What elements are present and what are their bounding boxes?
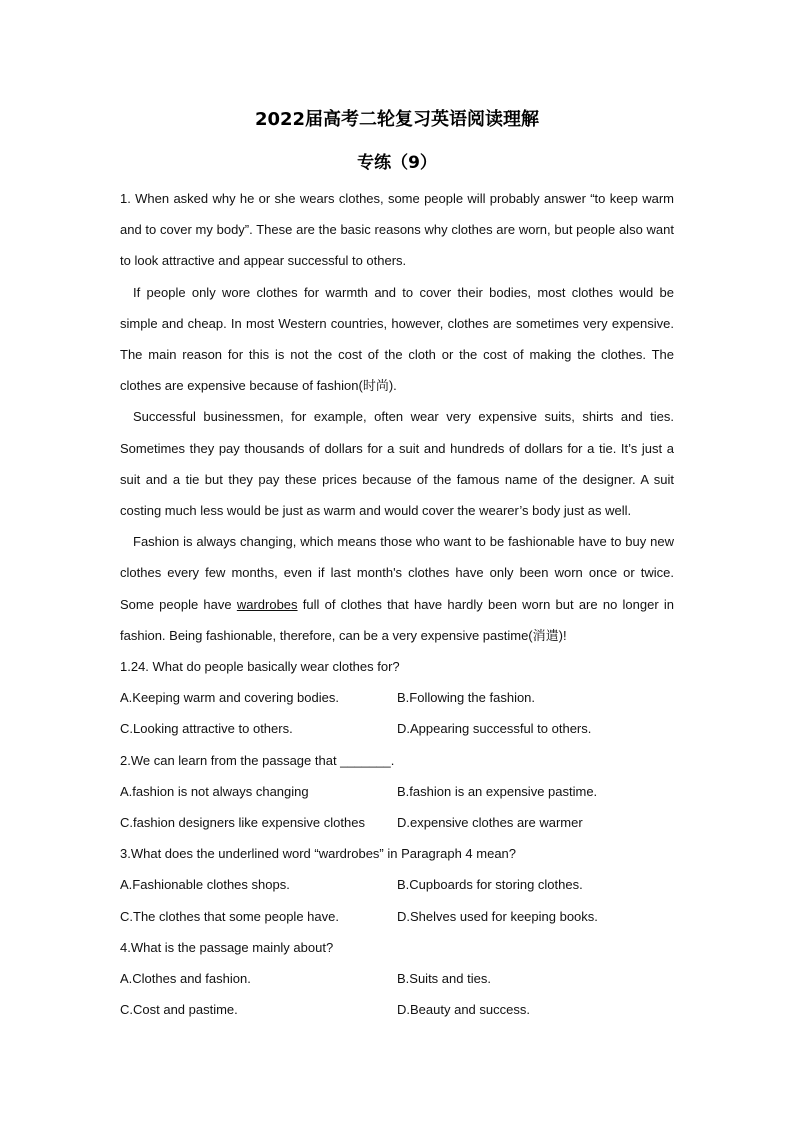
question-4 (120, 932, 674, 1026)
option-b: B.Cupboards for storing clothes. (397, 877, 583, 893)
option-c: C.Cost and pastime. (120, 1002, 238, 1018)
option-b: B.fashion is an expensive pastime. (397, 783, 598, 799)
option-d: D.Beauty and success. (397, 1002, 530, 1018)
option-d: D.expensive clothes are warmer (397, 815, 583, 831)
option-row (120, 869, 674, 900)
option-b: B.Following the fashion. (397, 690, 536, 706)
option-row (120, 682, 674, 713)
paragraph-4-start: Fashion is always changing, which means those who want to be fashionable have to buy new clothes every few months, even if last month's clothes have only been worn once or twice. Some people have (120, 534, 674, 612)
paragraph-3: Successful businessmen, for example, often wear very expensive suits, shirts and ties. Sometimes they pay thousands of dollars for a suit and hundreds of dollars for a tie. It’s just a suit and a tie but they pay these prices because of the famous name of the designer. A suit costing much less would be just as warm and would cover the wearer’s body just as well. (120, 409, 674, 519)
question-stem: 1.24. What do people basically wear clothes for? (120, 659, 400, 675)
underlined-word: wardrobes (236, 596, 298, 612)
option-row (120, 994, 674, 1025)
option-row (120, 963, 674, 994)
paragraph-1: 1. When asked why he or she wears clothes, some people will probably answer “to keep warm and to cover my body”. These are the basic reasons why clothes are worn, but people also want to look attractive and appear successful to others. (120, 191, 674, 269)
option-d: D.Shelves used for keeping books. (397, 908, 598, 924)
question-2 (120, 745, 674, 839)
page-subtitle: 专练（9） (357, 153, 437, 173)
question-stem: 3.What does the underlined word “wardrobes” in Paragraph 4 mean? (120, 846, 517, 862)
paragraph-4 (120, 526, 674, 651)
document-body (120, 183, 674, 1025)
option-row (120, 776, 674, 807)
question-3 (120, 838, 674, 932)
option-a: A.Fashionable clothes shops. (120, 877, 290, 893)
question-1 (120, 651, 674, 745)
option-a: A.Clothes and fashion. (120, 971, 251, 987)
option-c: C.Looking attractive to others. (120, 721, 293, 737)
option-row (120, 713, 674, 744)
page-title: 2022届高考二轮复习英语阅读理解 (254, 109, 540, 130)
question-stem: 2.We can learn from the passage that _______. (120, 752, 395, 768)
option-row (120, 901, 674, 932)
option-c: C.fashion designers like expensive clothes (120, 815, 365, 831)
paragraph-2: If people only wore clothes for warmth and to cover their bodies, most clothes would be simple and cheap. In most Western countries, however, clothes are sometimes very expensive. The main reason for this is not the cost of the cloth or the cost of making the clothes. The clothes are expensive because of fashion(时尚). (120, 284, 674, 394)
option-c: C.The clothes that some people have. (120, 908, 339, 924)
option-row (120, 807, 674, 838)
option-d: D.Appearing successful to others. (397, 721, 592, 737)
option-a: A.fashion is not always changing (120, 783, 309, 799)
question-stem: 4.What is the passage mainly about? (120, 939, 334, 955)
paragraph-4-end: full of clothes that have hardly been worn but are no longer in fashion. Being fashionable, therefore, can be a very expensive pastime(消遣)! (120, 596, 674, 643)
option-b: B.Suits and ties. (397, 971, 491, 987)
option-a: A.Keeping warm and covering bodies. (120, 690, 339, 706)
